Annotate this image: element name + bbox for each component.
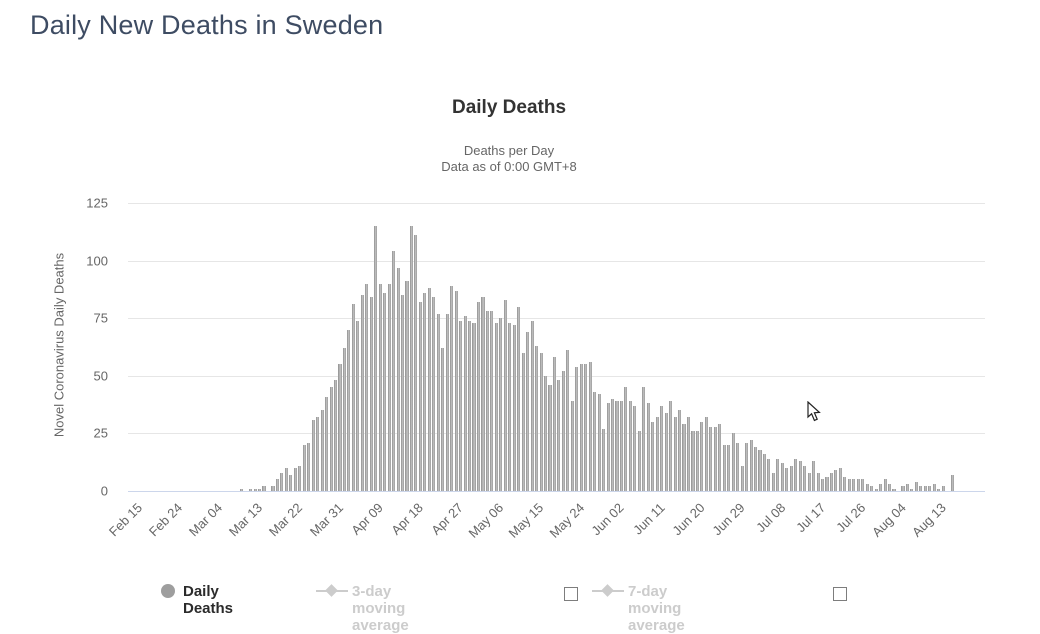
bar-daily-deaths[interactable] [825,477,828,491]
x-tick-label: Apr 09 [348,500,386,538]
y-tick-label: 0 [100,483,108,499]
bar-daily-deaths[interactable] [517,307,520,491]
legend-item-7day-avg[interactable]: 7-day moving average [628,583,685,634]
bar-daily-deaths[interactable] [548,385,551,491]
bar-daily-deaths[interactable] [615,401,618,491]
bar-daily-deaths[interactable] [843,477,846,491]
x-tick-label: Jul 08 [752,500,788,536]
bar-daily-deaths[interactable] [772,473,775,491]
bar-daily-deaths[interactable] [477,302,480,491]
bar-daily-deaths[interactable] [682,424,685,491]
avg3-marker-icon [316,584,348,598]
bar-daily-deaths[interactable] [370,297,373,491]
bar-daily-deaths[interactable] [799,461,802,491]
x-tick-label: Jun 02 [588,500,628,539]
bar-daily-deaths[interactable] [446,314,449,491]
legend-item-3day-avg[interactable]: 3-day moving average [352,583,409,634]
bar-daily-deaths[interactable] [316,417,319,491]
x-tick-label: May 15 [505,500,547,541]
bar-daily-deaths[interactable] [294,468,297,491]
bar-daily-deaths[interactable] [490,311,493,491]
bar-daily-deaths[interactable] [642,387,645,491]
bar-daily-deaths[interactable] [468,321,471,491]
x-tick-label: Aug 13 [909,500,949,540]
bar-daily-deaths[interactable] [499,318,502,491]
bar-daily-deaths[interactable] [566,350,569,491]
bar-daily-deaths[interactable] [423,293,426,491]
bar-daily-deaths[interactable] [620,401,623,491]
chart-title: Daily Deaths [451,97,567,118]
bar-daily-deaths[interactable] [481,297,484,491]
bar-daily-deaths[interactable] [504,300,507,491]
bar-daily-deaths[interactable] [589,362,592,491]
x-tick-label: Jul 26 [833,500,869,536]
bar-daily-deaths[interactable] [906,484,909,491]
daily-deaths-marker-icon [161,584,175,598]
bar-daily-deaths[interactable] [781,463,784,491]
bar-daily-deaths[interactable] [821,479,824,491]
y-tick-label: 75 [93,310,108,326]
bar-daily-deaths[interactable] [575,367,578,491]
bar-daily-deaths[interactable] [852,479,855,491]
bar-daily-deaths[interactable] [861,479,864,491]
bar-daily-deaths[interactable] [674,417,677,491]
bar-daily-deaths[interactable] [660,406,663,491]
bar-daily-deaths[interactable] [410,226,413,491]
bar-daily-deaths[interactable] [651,422,654,491]
bar-daily-deaths[interactable] [754,447,757,491]
bar-daily-deaths[interactable] [365,284,368,491]
bar-daily-deaths[interactable] [700,422,703,491]
bar-daily-deaths[interactable] [709,427,712,492]
bar-daily-deaths[interactable] [763,454,766,491]
bar-daily-deaths[interactable] [356,321,359,491]
x-tick-label: May 06 [465,500,507,541]
bar-daily-deaths[interactable] [557,380,560,491]
bar-daily-deaths[interactable] [611,399,614,491]
x-tick-label: May 24 [546,500,587,541]
bar-daily-deaths[interactable] [450,286,453,491]
bar-daily-deaths[interactable] [593,392,596,491]
bar-daily-deaths[interactable] [352,304,355,491]
y-tick-label: 25 [93,425,108,441]
bar-daily-deaths[interactable] [629,401,632,491]
bar-daily-deaths[interactable] [723,445,726,491]
bar-daily-deaths[interactable] [321,410,324,491]
plot-area[interactable] [128,203,985,491]
bar-daily-deaths[interactable] [879,484,882,491]
bar-daily-deaths[interactable] [531,321,534,491]
chart-subtitle-line1: Deaths per Day [463,143,555,158]
bar-daily-deaths[interactable] [388,284,391,491]
bar-daily-deaths[interactable] [580,364,583,491]
bar-daily-deaths[interactable] [834,470,837,491]
bar-daily-deaths[interactable] [437,314,440,491]
x-tick-label: Jun 29 [709,500,748,539]
bar-daily-deaths[interactable] [776,459,779,491]
bar-daily-deaths[interactable] [888,484,891,491]
bar-daily-deaths[interactable] [325,397,328,491]
bar-daily-deaths[interactable] [441,348,444,491]
bar-daily-deaths[interactable] [584,364,587,491]
bar-daily-deaths[interactable] [718,424,721,491]
bar-daily-deaths[interactable] [884,479,887,491]
x-axis-line [128,491,985,492]
bar-daily-deaths[interactable] [455,291,458,491]
bar-daily-deaths[interactable] [495,323,498,491]
bar-daily-deaths[interactable] [553,357,556,491]
y-axis-title: Novel Coronavirus Daily Deaths [51,252,67,438]
bar-daily-deaths[interactable] [758,450,761,491]
y-tick-label: 125 [86,195,108,211]
bar-daily-deaths[interactable] [598,394,601,491]
bar-daily-deaths[interactable] [535,346,538,491]
bar-daily-deaths[interactable] [624,387,627,491]
avg7-marker-icon [592,584,624,598]
x-tick-label: Mar 13 [226,500,266,540]
bar-daily-deaths[interactable] [808,473,811,491]
bar-daily-deaths[interactable] [736,443,739,491]
y-tick-label: 50 [93,368,108,384]
bar-daily-deaths[interactable] [687,417,690,491]
bar-daily-deaths[interactable] [727,445,730,491]
bar-daily-deaths[interactable] [280,473,283,491]
bar-daily-deaths[interactable] [347,330,350,491]
bar-daily-deaths[interactable] [951,475,954,491]
bar-daily-deaths[interactable] [513,325,516,491]
bar-daily-deaths[interactable] [866,484,869,491]
bar-daily-deaths[interactable] [562,371,565,491]
bar-daily-deaths[interactable] [696,431,699,491]
bar-daily-deaths[interactable] [392,251,395,491]
bar-daily-deaths[interactable] [839,468,842,491]
bar-daily-deaths[interactable] [665,413,668,491]
bar-daily-deaths[interactable] [276,479,279,491]
x-tick-label: Jul 17 [793,500,829,536]
x-tick-label: Jun 11 [629,500,668,538]
bar-daily-deaths[interactable] [383,293,386,491]
bar-daily-deaths[interactable] [767,459,770,491]
x-tick-label: Feb 24 [145,500,185,540]
bar-daily-deaths[interactable] [486,311,489,491]
bar-daily-deaths[interactable] [817,473,820,491]
x-tick-label: Apr 27 [428,500,467,538]
bar-daily-deaths[interactable] [526,332,529,491]
bar-daily-deaths[interactable] [785,468,788,491]
bar-daily-deaths[interactable] [571,401,574,491]
bar-daily-deaths[interactable] [812,461,815,491]
x-tick-label: Mar 31 [306,500,346,540]
bar-daily-deaths[interactable] [338,364,341,491]
bar-daily-deaths[interactable] [848,479,851,491]
bar-daily-deaths[interactable] [343,348,346,491]
bar-daily-deaths[interactable] [405,281,408,491]
bar-daily-deaths[interactable] [379,284,382,491]
x-tick-label: Feb 15 [105,500,145,540]
bar-daily-deaths[interactable] [419,302,422,491]
bar-daily-deaths[interactable] [307,443,310,491]
bar-daily-deaths[interactable] [464,316,467,491]
bar-daily-deaths[interactable] [607,403,610,491]
bar-daily-deaths[interactable] [732,433,735,491]
x-tick-label: Apr 18 [388,500,427,538]
bar-daily-deaths[interactable] [602,429,605,491]
bar-daily-deaths[interactable] [750,440,753,491]
bar-daily-deaths[interactable] [374,226,377,491]
bar-daily-deaths[interactable] [647,403,650,491]
chart-subtitle-line2: Data as of 0:00 GMT+8 [441,159,577,174]
bar-daily-deaths[interactable] [857,479,860,491]
bar-daily-deaths[interactable] [361,295,364,491]
bar-daily-deaths[interactable] [432,297,435,491]
bar-daily-deaths[interactable] [638,431,641,491]
bar-daily-deaths[interactable] [691,431,694,491]
y-tick-label: 100 [86,253,108,269]
bar-daily-deaths[interactable] [298,466,301,491]
x-tick-label: Aug 04 [868,500,909,540]
bar-daily-deaths[interactable] [303,445,306,491]
bar-daily-deaths[interactable] [428,288,431,491]
bar-daily-deaths[interactable] [472,323,475,491]
bar-daily-deaths[interactable] [830,473,833,491]
bar-daily-deaths[interactable] [933,484,936,491]
x-tick-label: Mar 22 [266,500,306,540]
legend-item-daily-deaths[interactable]: Daily Deaths [183,583,234,617]
bar-daily-deaths[interactable] [803,466,806,491]
x-tick-label: Jun 20 [669,500,708,539]
bar-daily-deaths[interactable] [741,466,744,491]
bar-daily-deaths[interactable] [334,380,337,491]
bar-daily-deaths[interactable] [401,295,404,491]
bar-daily-deaths[interactable] [508,323,511,491]
bar-daily-deaths[interactable] [540,353,543,491]
bar-daily-deaths[interactable] [459,321,462,491]
bar-daily-deaths[interactable] [522,353,525,491]
bar-daily-deaths[interactable] [678,410,681,491]
bar-daily-deaths[interactable] [790,466,793,491]
avg7-checkbox[interactable] [833,587,847,601]
bar-daily-deaths[interactable] [289,475,292,491]
x-tick-label: Mar 04 [185,500,226,540]
mouse-cursor-icon [807,401,822,427]
bar-daily-deaths[interactable] [669,401,672,491]
bar-daily-deaths[interactable] [312,420,315,491]
bar-daily-deaths[interactable] [794,459,797,491]
bar-daily-deaths[interactable] [330,387,333,491]
bar-daily-deaths[interactable] [633,406,636,491]
avg3-checkbox[interactable] [564,587,578,601]
bar-daily-deaths[interactable] [397,268,400,491]
bar-daily-deaths[interactable] [915,482,918,491]
bar-daily-deaths[interactable] [544,376,547,491]
bar-daily-deaths[interactable] [714,427,717,492]
bar-daily-deaths[interactable] [656,417,659,491]
bar-daily-deaths[interactable] [745,443,748,491]
bar-daily-deaths[interactable] [705,417,708,491]
bar-daily-deaths[interactable] [414,235,417,491]
bar-daily-deaths[interactable] [285,468,288,491]
page-title: Daily New Deaths in Sweden [30,10,384,40]
chart-subtitle [0,143,1018,175]
